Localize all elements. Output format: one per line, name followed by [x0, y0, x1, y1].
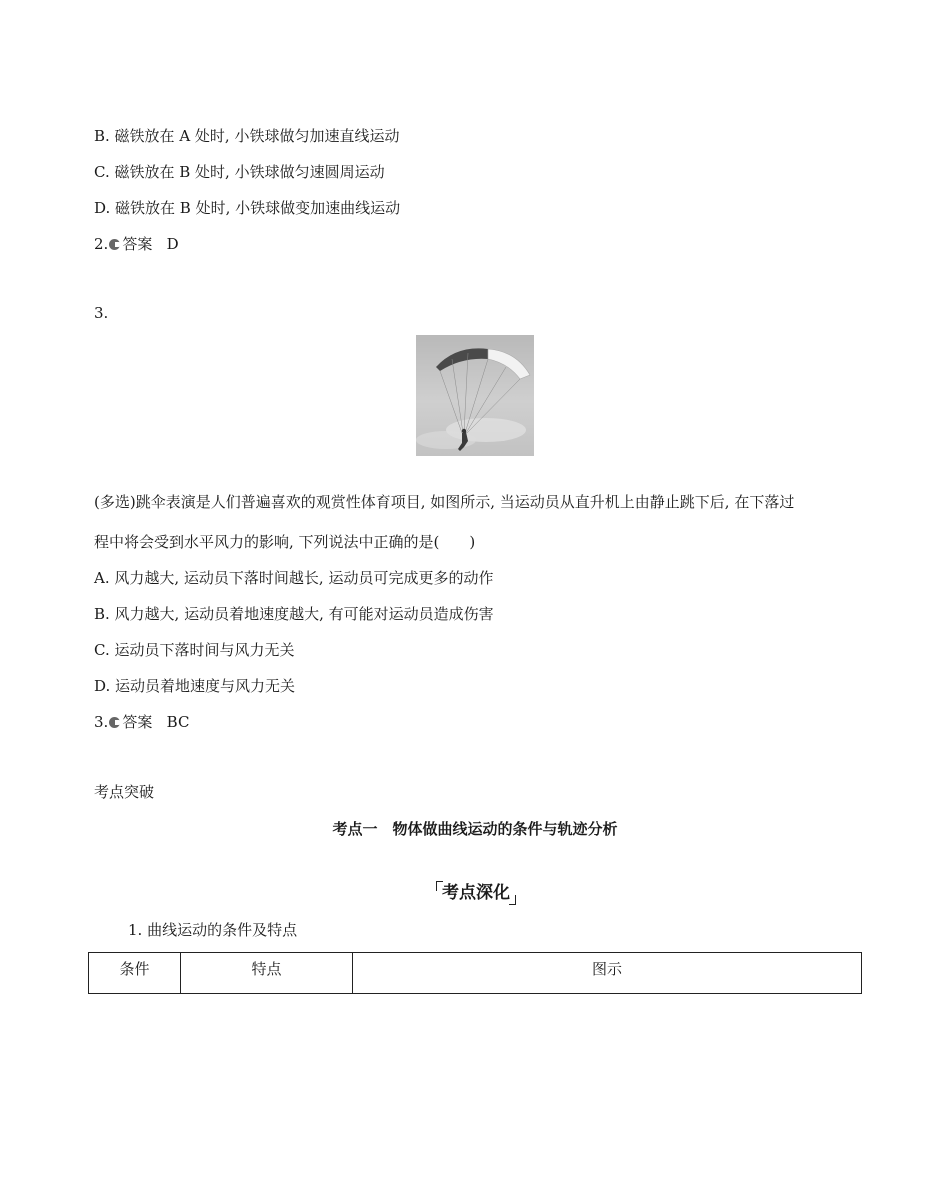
q2-answer-value: D	[166, 235, 179, 253]
q3-answer-label: 答案	[122, 713, 153, 731]
q3-stem-line-1: (多选)跳伞表演是人们普遍喜欢的观赏性体育项目, 如图所示, 当运动员从直升机上由静止跳下后, 在下落过	[94, 493, 795, 511]
q3-answer-value: BC	[166, 713, 190, 731]
table-header-cell: 图示	[353, 953, 862, 994]
q3-option-a: A. 风力越大, 运动员下落时间越长, 运动员可完成更多的动作	[94, 569, 494, 587]
parachute-image	[416, 335, 534, 456]
q2-answer	[94, 234, 179, 254]
q2-option-c: C. 磁铁放在 B 处时, 小铁球做匀速圆周运动	[94, 163, 385, 181]
q3-option-d: D. 运动员着地速度与风力无关	[94, 677, 296, 695]
section-title: 考点一 物体做曲线运动的条件与轨迹分析	[332, 820, 618, 838]
q3-answer	[94, 712, 189, 732]
conditions-table	[88, 952, 862, 994]
q3-answer-prefix: 3.	[94, 713, 109, 731]
section-badge: 考点深化	[436, 880, 516, 906]
q2-option-d: D. 磁铁放在 B 处时, 小铁球做变加速曲线运动	[94, 199, 401, 217]
table-header-cell: 特点	[181, 953, 353, 994]
subheading: 1. 曲线运动的条件及特点	[128, 921, 298, 939]
answer-icon	[109, 717, 120, 728]
q3-stem-line-2: 程中将会受到水平风力的影响, 下列说法中正确的是( )	[94, 533, 476, 551]
q3-option-b: B. 风力越大, 运动员着地速度越大, 有可能对运动员造成伤害	[94, 605, 494, 623]
table-header-cell: 条件	[89, 953, 181, 994]
q2-answer-label: 答案	[122, 235, 153, 253]
section-heading: 考点突破	[94, 783, 155, 801]
q3-number: 3.	[94, 304, 109, 322]
table-header-row	[89, 953, 862, 994]
q2-answer-prefix: 2.	[94, 235, 109, 253]
answer-icon	[109, 239, 120, 250]
q2-option-b: B. 磁铁放在 A 处时, 小铁球做匀加速直线运动	[94, 127, 400, 145]
q3-option-c: C. 运动员下落时间与风力无关	[94, 641, 295, 659]
